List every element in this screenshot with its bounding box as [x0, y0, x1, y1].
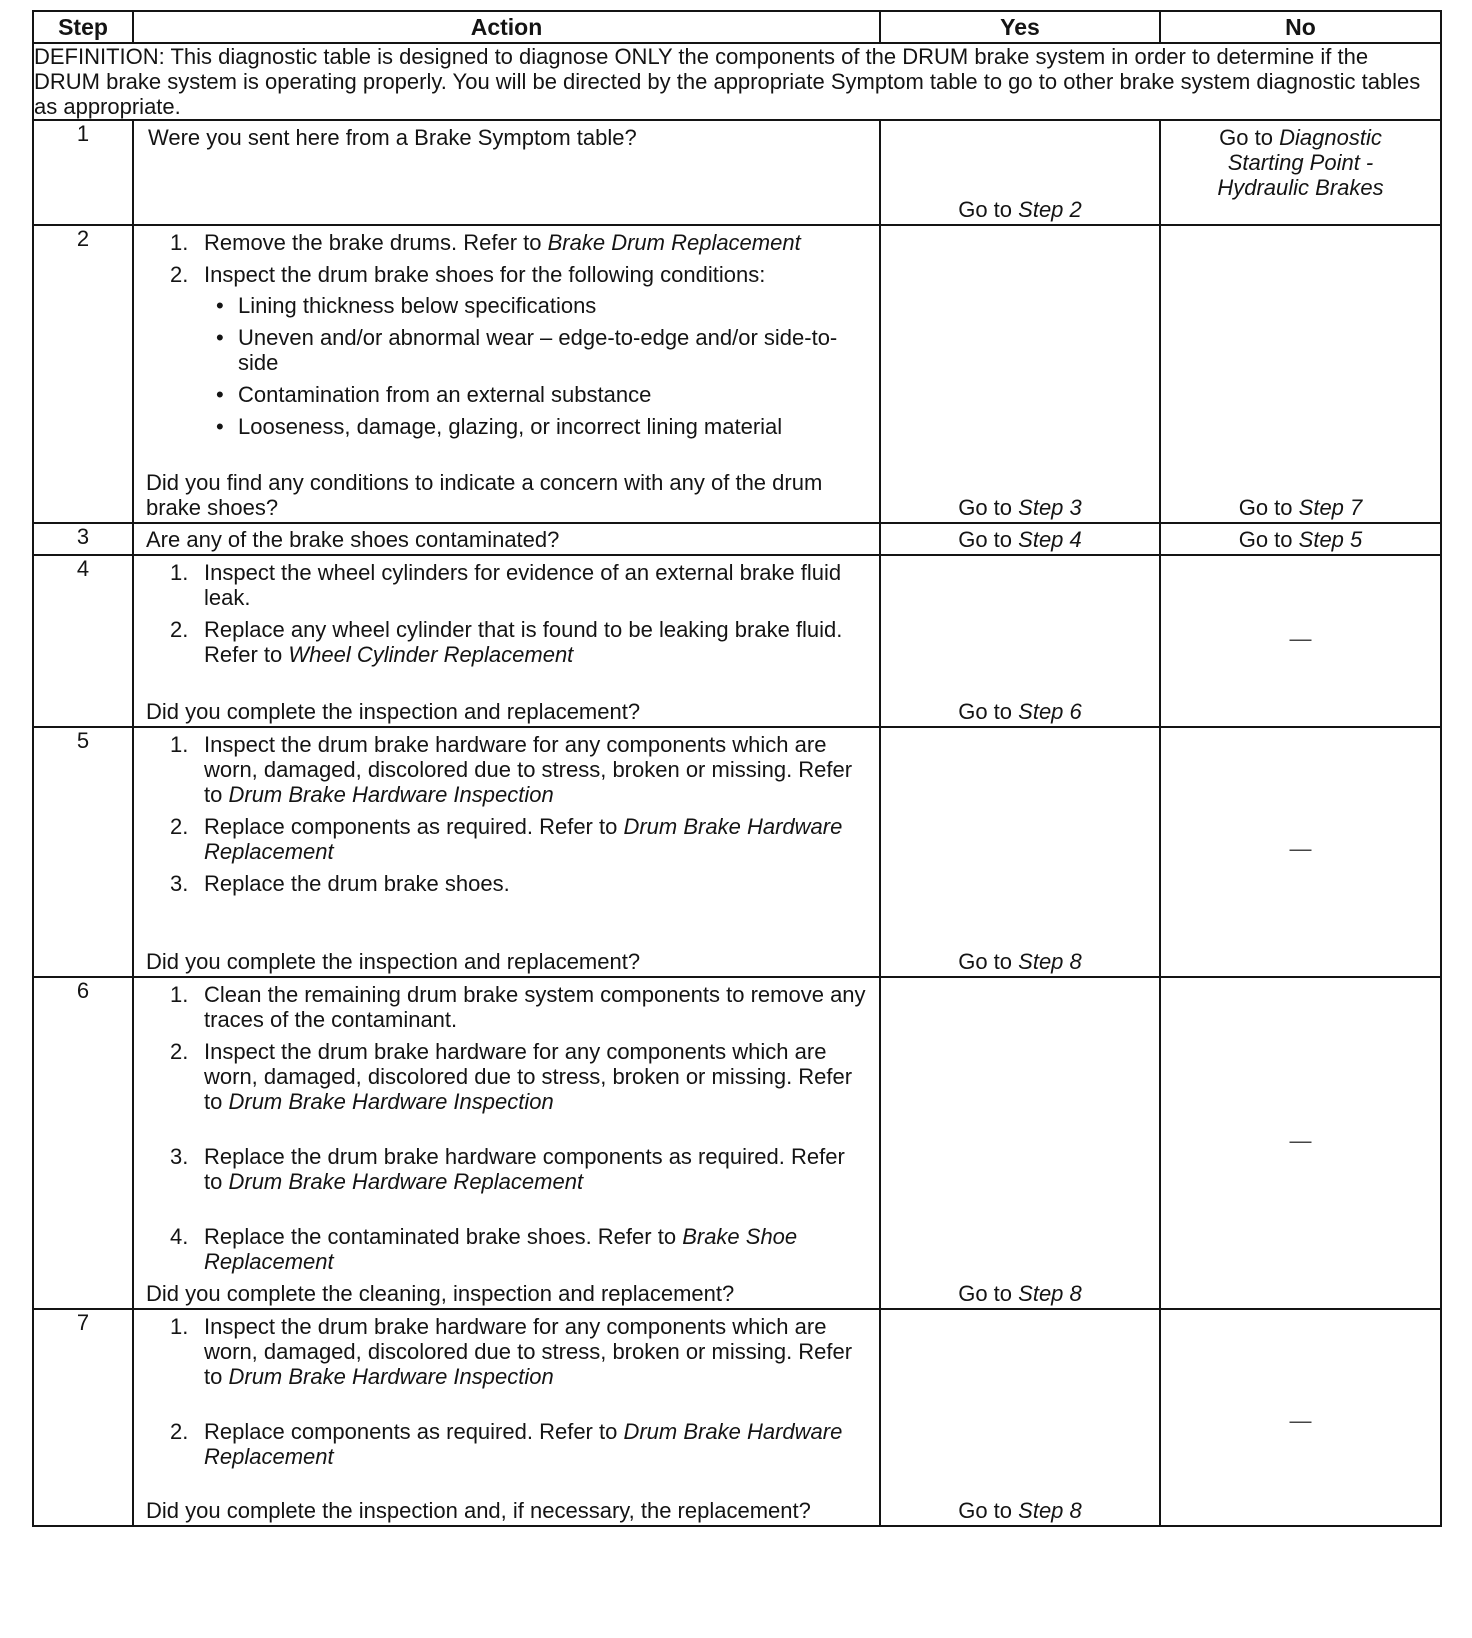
- action-cell: [133, 727, 880, 977]
- no-dash: —: [1289, 626, 1312, 651]
- go-to-label: Go to: [1238, 495, 1293, 520]
- item-text: Replace the drum brake hardware components as required. Refer to: [204, 1144, 845, 1194]
- table-row-step-4: [33, 555, 1441, 727]
- yes-result: [881, 197, 1159, 222]
- instruction-item: [170, 982, 879, 1032]
- reference-link[interactable]: Wheel Cylinder Replacement: [288, 642, 574, 667]
- action-cell: [133, 523, 880, 555]
- no-target-link-line[interactable]: Starting Point -: [1227, 150, 1374, 175]
- yes-result: [881, 699, 1159, 724]
- instruction-item: [170, 617, 879, 667]
- instruction-list: [134, 226, 879, 439]
- step-number: 5: [33, 727, 133, 977]
- item-text: Replace any wheel cylinder that is found to be leaking brake fluid. Refer to: [204, 617, 843, 667]
- table-row-step-2: [33, 225, 1441, 523]
- no-dash: —: [1289, 1408, 1312, 1433]
- bullet: •: [216, 414, 224, 439]
- item-number: 3.: [170, 871, 189, 896]
- condition-text: Looseness, damage, glazing, or incorrect lining material: [238, 414, 783, 439]
- no-target-link-line[interactable]: Hydraulic Brakes: [1217, 175, 1384, 200]
- definition-text: DEFINITION: This diagnostic table is designed to diagnose ONLY the components of the DRUM brake system in order to determine if the DRUM brake system is operating properly. You will be directed by the appropriate Symptom table to go to other brake system diagnostic tables as appropriate.: [33, 43, 1441, 120]
- step-number: 2: [33, 225, 133, 523]
- yes-cell: [880, 1309, 1160, 1526]
- instruction-item: [170, 1144, 879, 1194]
- item-number: 3.: [170, 1144, 189, 1169]
- no-target-link[interactable]: Step 7: [1298, 495, 1363, 520]
- step-number: 4: [33, 555, 133, 727]
- reference-link[interactable]: Drum Brake Hardware Inspection: [228, 1364, 554, 1389]
- item-number: 2.: [170, 1419, 189, 1444]
- step-question: Did you complete the inspection and replacement?: [146, 949, 641, 974]
- reference-link[interactable]: Drum Brake Hardware Replacement: [204, 814, 843, 864]
- action-cell: [133, 977, 880, 1309]
- step-question: Did you find any conditions to indicate a concern with any of the drum brake shoes?: [146, 470, 823, 520]
- item-text: Replace components as required. Refer to: [204, 814, 618, 839]
- step-question: Are any of the brake shoes contaminated?: [146, 527, 560, 552]
- condition-text: Contamination from an external substance: [238, 382, 652, 407]
- go-to-label: Go to: [958, 1498, 1013, 1523]
- step-question: Did you complete the cleaning, inspection and replacement?: [146, 1281, 735, 1306]
- action-cell: [133, 1309, 880, 1526]
- item-number: 4.: [170, 1224, 189, 1249]
- reference-link[interactable]: Brake Shoe Replacement: [204, 1224, 798, 1274]
- no-cell: [1160, 1309, 1441, 1526]
- go-to-label: Go to: [1238, 527, 1293, 552]
- reference-link[interactable]: Drum Brake Hardware Replacement: [204, 1419, 843, 1469]
- bullet: •: [216, 382, 224, 407]
- instruction-list: [134, 978, 879, 1274]
- instruction-list: [134, 556, 879, 667]
- item-text: Remove the brake drums. Refer to: [204, 230, 542, 255]
- yes-target-link[interactable]: Step 8: [1018, 949, 1082, 974]
- header-row: [33, 11, 1441, 43]
- condition-text: Uneven and/or abnormal wear – edge-to-edge and/or side-to-side: [238, 325, 838, 375]
- instruction-item: [170, 871, 879, 896]
- condition-list: [204, 293, 869, 439]
- instruction-item: [170, 1419, 879, 1469]
- item-text: Replace components as required. Refer to: [204, 1419, 618, 1444]
- yes-cell: [880, 977, 1160, 1309]
- reference-link[interactable]: Drum Brake Hardware Inspection: [228, 1089, 554, 1114]
- instruction-list: [134, 728, 879, 896]
- item-number: 2.: [170, 1039, 189, 1064]
- no-result: [1161, 495, 1440, 520]
- yes-target-link[interactable]: Step 3: [1018, 495, 1082, 520]
- table-row-step-1: [33, 120, 1441, 225]
- yes-cell: [880, 120, 1160, 225]
- bullet: •: [216, 293, 224, 318]
- header-action: Action: [133, 11, 880, 43]
- condition-item: [216, 382, 869, 407]
- instruction-item: [170, 1224, 879, 1274]
- go-to-label: Go to: [1219, 125, 1273, 150]
- instruction-item: [170, 814, 879, 864]
- yes-cell: [880, 523, 1160, 555]
- item-number: 1.: [170, 560, 189, 585]
- yes-result: [881, 1281, 1159, 1306]
- go-to-label: Go to: [958, 197, 1013, 222]
- no-dash: —: [1289, 1128, 1312, 1153]
- no-cell: [1160, 977, 1441, 1309]
- item-number: 2.: [170, 814, 189, 839]
- item-text: Clean the remaining drum brake system components to remove any traces of the contaminant.: [204, 982, 866, 1032]
- yes-cell: [880, 555, 1160, 727]
- item-text: Inspect the drum brake hardware for any components which are worn, damaged, discolored due to stress, broken or missing. Refer to: [204, 1039, 853, 1114]
- yes-target-link[interactable]: Step 2: [1018, 197, 1082, 222]
- yes-result: [881, 1498, 1159, 1523]
- no-cell: [1160, 120, 1441, 225]
- no-target-link[interactable]: Step 5: [1298, 527, 1363, 552]
- reference-link[interactable]: Drum Brake Hardware Replacement: [228, 1169, 584, 1194]
- condition-item: [216, 414, 869, 439]
- instruction-item: [170, 1314, 879, 1389]
- yes-target-link[interactable]: Step 8: [1018, 1498, 1082, 1523]
- table-row-step-3: [33, 523, 1441, 555]
- go-to-label: Go to: [958, 1281, 1013, 1306]
- yes-cell: [880, 727, 1160, 977]
- instruction-item: [170, 560, 879, 610]
- no-target-link[interactable]: Diagnostic: [1279, 125, 1382, 150]
- instruction-item: [170, 732, 879, 807]
- step-number: 6: [33, 977, 133, 1309]
- step-number: 3: [33, 523, 133, 555]
- yes-cell: [880, 225, 1160, 523]
- item-number: 1.: [170, 982, 189, 1007]
- yes-result: [881, 495, 1159, 520]
- step-question: Did you complete the inspection and replacement?: [146, 699, 641, 724]
- reference-link[interactable]: Brake Drum Replacement: [547, 230, 801, 255]
- item-number: 1.: [170, 230, 189, 255]
- diagnostic-page: [32, 10, 1440, 1527]
- item-text: Inspect the drum brake shoes for the following conditions:: [204, 262, 766, 287]
- bullet: •: [216, 325, 224, 350]
- go-to-label: Go to: [958, 949, 1013, 974]
- go-to-label: Go to: [958, 699, 1013, 724]
- item-text: Replace the drum brake shoes.: [204, 871, 510, 896]
- header-yes: Yes: [880, 11, 1160, 43]
- item-text: Replace the contaminated brake shoes. Refer to: [204, 1224, 677, 1249]
- step-number: 7: [33, 1309, 133, 1526]
- instruction-list: [134, 1310, 879, 1469]
- no-result: [1161, 527, 1440, 552]
- instruction-item: [170, 230, 879, 255]
- item-number: 1.: [170, 1314, 189, 1339]
- instruction-item: [170, 262, 879, 439]
- header-no: No: [1160, 11, 1441, 43]
- no-result: [1161, 121, 1440, 200]
- no-cell: [1160, 225, 1441, 523]
- no-cell: [1160, 727, 1441, 977]
- no-cell: [1160, 523, 1441, 555]
- item-number: 2.: [170, 617, 189, 642]
- go-to-label: Go to: [958, 527, 1013, 552]
- yes-target-link[interactable]: Step 6: [1018, 699, 1082, 724]
- header-step: Step: [33, 11, 133, 43]
- condition-text: Lining thickness below specifications: [238, 293, 597, 318]
- table-row-step-7: [33, 1309, 1441, 1526]
- yes-result: [881, 527, 1159, 552]
- definition-row: [33, 43, 1441, 120]
- yes-target-link[interactable]: Step 4: [1018, 527, 1082, 552]
- action-cell: [133, 225, 880, 523]
- step-question: Were you sent here from a Brake Symptom table?: [148, 125, 637, 150]
- reference-link[interactable]: Drum Brake Hardware Inspection: [228, 782, 554, 807]
- go-to-label: Go to: [958, 495, 1013, 520]
- step-question: Did you complete the inspection and, if necessary, the replacement?: [146, 1498, 811, 1523]
- condition-item: [216, 325, 869, 375]
- yes-result: [881, 949, 1159, 974]
- yes-target-link[interactable]: Step 8: [1018, 1281, 1082, 1306]
- action-cell: [133, 555, 880, 727]
- action-cell: [133, 120, 880, 225]
- condition-item: [216, 293, 869, 318]
- no-dash: —: [1289, 836, 1312, 861]
- item-number: 2.: [170, 262, 189, 287]
- item-text: Inspect the wheel cylinders for evidence of an external brake fluid leak.: [204, 560, 842, 610]
- item-text: Inspect the drum brake hardware for any components which are worn, damaged, discolored due to stress, broken or missing. Refer to: [204, 732, 853, 807]
- table-row-step-6: [33, 977, 1441, 1309]
- instruction-item: [170, 1039, 879, 1114]
- item-number: 1.: [170, 732, 189, 757]
- item-text: Inspect the drum brake hardware for any components which are worn, damaged, discolored due to stress, broken or missing. Refer to: [204, 1314, 853, 1389]
- diagnostic-table: [32, 10, 1442, 1527]
- no-cell: [1160, 555, 1441, 727]
- step-number: 1: [33, 120, 133, 225]
- table-row-step-5: [33, 727, 1441, 977]
